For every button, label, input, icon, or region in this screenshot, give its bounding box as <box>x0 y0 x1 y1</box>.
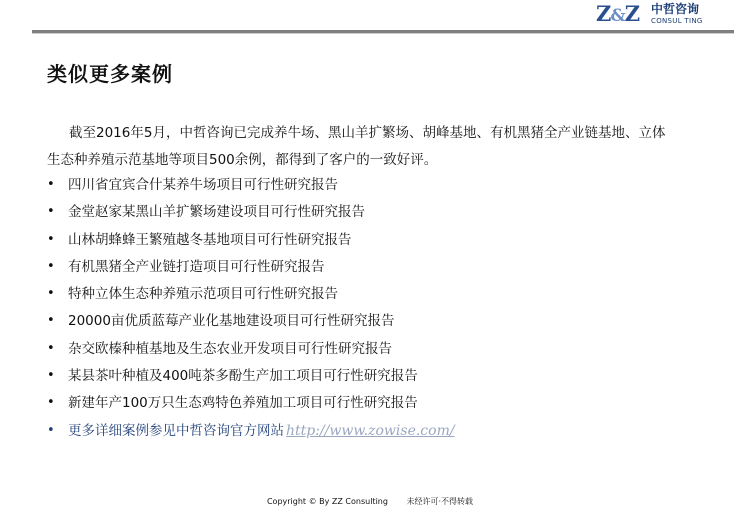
logo-chinese-name: 中哲咨询 <box>651 2 700 16</box>
footer <box>0 496 740 507</box>
list-item <box>47 201 455 228</box>
bullet-icon: • <box>47 231 55 247</box>
case-title: 四川省宜宾合什某养牛场项目可行性研究报告 <box>68 177 338 193</box>
bullet-icon: • <box>47 368 55 384</box>
logo-english-name: CONSUL TING <box>651 17 703 25</box>
list-item <box>47 256 455 283</box>
list-item <box>47 229 455 256</box>
case-title: 特种立体生态种养殖示范项目可行性研究报告 <box>68 286 338 303</box>
intro-paragraph: 截至2016年5月，中哲咨询已完成养牛场、黑山羊扩繁场、胡峰基地、有机黑猪全产业链基地、立体生态种养殖示范基地等项目500余例，都得到了客户的一致好评。 <box>47 125 666 168</box>
header-divider-shadow <box>32 33 734 34</box>
copyright-text: Copyright © By ZZ Consulting <box>266 497 388 506</box>
bullet-icon: • <box>47 422 55 438</box>
case-title: 新建年产100万只生态鸡特色养殖加工项目可行性研究报告 <box>68 395 418 412</box>
logo-mark: Z&Z <box>596 1 640 26</box>
case-title: 有机黑猪全产业链打造项目可行性研究报告 <box>68 258 325 275</box>
page-title: 类似更多案例 <box>47 62 173 86</box>
case-title: 20000亩优质蓝莓产业化基地建设项目可行性研究报告 <box>68 313 395 330</box>
website-link[interactable]: http://www.zowise.com/ <box>286 422 455 439</box>
list-item <box>47 392 455 419</box>
list-item <box>47 365 455 392</box>
bullet-icon: • <box>47 177 55 192</box>
bullet-icon: • <box>47 395 55 411</box>
list-item <box>47 283 455 310</box>
more-cases-text: 更多详细案例参见中哲咨询官方网站 <box>68 422 284 439</box>
bullet-icon: • <box>47 258 55 274</box>
list-item <box>47 338 455 365</box>
case-title: 杂交欧榛种植基地及生态农业开发项目可行性研究报告 <box>68 340 392 357</box>
bullet-icon: • <box>47 340 55 356</box>
case-title: 金堂赵家某黑山羊扩繁场建设项目可行性研究报告 <box>68 204 365 221</box>
case-title: 山林胡蜂蜂王繁殖越冬基地项目可行性研究报告 <box>68 231 352 248</box>
company-logo <box>596 2 736 28</box>
more-cases-item <box>47 420 455 447</box>
bullet-icon: • <box>47 204 55 220</box>
bullet-icon: • <box>47 286 55 302</box>
reproduction-notice: 未经许可·不得转载 <box>406 497 474 506</box>
list-item <box>47 174 455 201</box>
case-list <box>47 174 455 447</box>
bullet-icon: • <box>47 313 55 329</box>
list-item <box>47 310 455 337</box>
case-title: 某县茶叶种植及400吨茶多酚生产加工项目可行性研究报告 <box>68 368 418 385</box>
